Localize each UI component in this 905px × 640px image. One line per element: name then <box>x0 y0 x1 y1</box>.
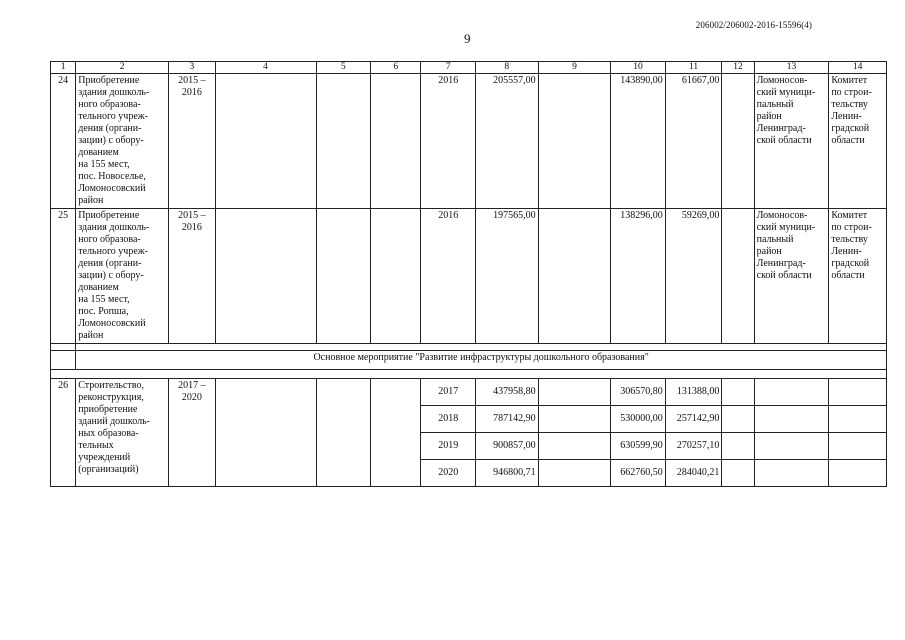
text-line: тельству <box>831 234 868 245</box>
measure-name <box>76 209 169 344</box>
text-line: по строи- <box>831 222 872 233</box>
text-line: Строительство, <box>78 380 144 391</box>
text-line: на 155 мест, <box>78 159 130 170</box>
column-header: 12 <box>722 62 754 74</box>
table-row <box>51 74 887 209</box>
text-line: зданий дошколь- <box>78 416 150 427</box>
table-row <box>51 209 887 344</box>
text-line: тельных <box>78 440 114 451</box>
text-line: Приобретение <box>78 75 140 86</box>
text-line: 2017 – <box>178 380 206 391</box>
text-line: зации) с обору- <box>78 135 144 146</box>
text-line: пальный <box>756 99 794 110</box>
text-line: Комитет <box>831 75 868 86</box>
text-line: ных образова- <box>78 428 139 439</box>
row-number: 25 <box>51 209 76 344</box>
column-header: 4 <box>215 62 316 74</box>
spacer-row <box>51 370 887 379</box>
text-line: зации) с обору- <box>78 270 144 281</box>
participant <box>754 209 829 344</box>
text-line: учреждений <box>78 452 131 463</box>
text-line: ский муници- <box>756 87 816 98</box>
column-header: 1 <box>51 62 76 74</box>
period <box>169 379 215 487</box>
year: 2020 <box>421 460 476 487</box>
text-line: 2015 – <box>178 75 206 86</box>
local-budget: 59269,00 <box>665 209 722 344</box>
column-header: 8 <box>476 62 539 74</box>
page-number: 9 <box>464 31 471 46</box>
text-line: дения (органи- <box>78 258 142 269</box>
section-title: Основное мероприятие "Развитие инфраструктуры дошкольного образования" <box>76 351 887 370</box>
text-line: Приобретение <box>78 210 140 221</box>
measure-name <box>76 379 169 487</box>
total-amount: 205557,00 <box>476 74 539 209</box>
column-header: 11 <box>665 62 722 74</box>
text-line: Ленин- <box>831 246 862 257</box>
text-line: Ленинград- <box>756 258 806 269</box>
local-budget: 270257,10 <box>665 433 722 460</box>
text-line: на 155 мест, <box>78 294 130 305</box>
text-line: тельного учреж- <box>78 111 149 122</box>
spacer-row <box>51 344 887 351</box>
row-number: 26 <box>51 379 76 487</box>
text-line: дованием <box>78 282 119 293</box>
year: 2019 <box>421 433 476 460</box>
text-line: Ленинград- <box>756 123 806 134</box>
column-header: 9 <box>538 62 611 74</box>
local-budget: 257142,90 <box>665 406 722 433</box>
local-budget: 284040,21 <box>665 460 722 487</box>
text-line: по строи- <box>831 87 872 98</box>
text-line: 2016 <box>181 222 202 233</box>
total-amount: 900857,00 <box>476 433 539 460</box>
text-line: градской <box>831 258 870 269</box>
local-budget: 131388,00 <box>665 379 722 406</box>
text-line: ного образова- <box>78 234 141 245</box>
column-number-header <box>51 62 887 74</box>
text-line: Ломоносовский <box>78 318 146 329</box>
text-line: реконструкция, <box>78 392 144 403</box>
text-line: 2020 <box>181 392 202 403</box>
row-number: 24 <box>51 74 76 209</box>
column-header: 10 <box>611 62 666 74</box>
text-line: ской области <box>756 270 812 281</box>
period <box>169 74 215 209</box>
text-line: район <box>756 111 782 122</box>
document-id: 206002/206002-2016-15596(4) <box>695 20 812 30</box>
column-header: 6 <box>371 62 421 74</box>
text-line: тельству <box>831 99 868 110</box>
regional-budget: 630599,90 <box>611 433 666 460</box>
text-line: район <box>756 246 782 257</box>
text-line: 2015 – <box>178 210 206 221</box>
regional-budget: 306570,80 <box>611 379 666 406</box>
text-line: Комитет <box>831 210 868 221</box>
responsible-executor <box>829 74 887 209</box>
text-line: 2016 <box>181 87 202 98</box>
text-line: ской области <box>756 135 812 146</box>
column-header: 14 <box>829 62 887 74</box>
total-amount: 787142,90 <box>476 406 539 433</box>
text-line: ский муници- <box>756 222 816 233</box>
column-header: 7 <box>421 62 476 74</box>
year: 2016 <box>421 74 476 209</box>
regional-budget: 138296,00 <box>611 209 666 344</box>
column-header: 13 <box>754 62 829 74</box>
local-budget: 61667,00 <box>665 74 722 209</box>
column-header: 3 <box>169 62 215 74</box>
text-line: области <box>831 270 865 281</box>
text-line: тельного учреж- <box>78 246 149 257</box>
period <box>169 209 215 344</box>
total-amount: 437958,80 <box>476 379 539 406</box>
column-header: 5 <box>316 62 371 74</box>
responsible-executor <box>829 209 887 344</box>
text-line: приобретение <box>78 404 138 415</box>
text-line: пос. Новоселье, <box>78 171 146 182</box>
table-row <box>51 379 887 406</box>
text-line: район <box>78 330 104 341</box>
text-line: (организаций) <box>78 464 139 475</box>
text-line: области <box>831 135 865 146</box>
column-header: 2 <box>76 62 169 74</box>
regional-budget: 530000,00 <box>611 406 666 433</box>
section-row <box>51 351 887 370</box>
text-line: пальный <box>756 234 794 245</box>
text-line: здания дошколь- <box>78 87 150 98</box>
text-line: пос. Ропша, <box>78 306 129 317</box>
text-line: Ломоносовский <box>78 183 146 194</box>
total-amount: 197565,00 <box>476 209 539 344</box>
text-line: Ломоносов- <box>756 210 808 221</box>
text-line: Ленин- <box>831 111 862 122</box>
participant <box>754 74 829 209</box>
text-line: здания дошколь- <box>78 222 150 233</box>
year: 2016 <box>421 209 476 344</box>
text-line: дения (органи- <box>78 123 142 134</box>
regional-budget: 143890,00 <box>611 74 666 209</box>
year: 2017 <box>421 379 476 406</box>
text-line: район <box>78 195 104 206</box>
year: 2018 <box>421 406 476 433</box>
text-line: градской <box>831 123 870 134</box>
program-table <box>50 61 887 487</box>
text-line: дованием <box>78 147 119 158</box>
text-line: Ломоносов- <box>756 75 808 86</box>
regional-budget: 662760,50 <box>611 460 666 487</box>
total-amount: 946800,71 <box>476 460 539 487</box>
measure-name <box>76 74 169 209</box>
text-line: ного образова- <box>78 99 141 110</box>
